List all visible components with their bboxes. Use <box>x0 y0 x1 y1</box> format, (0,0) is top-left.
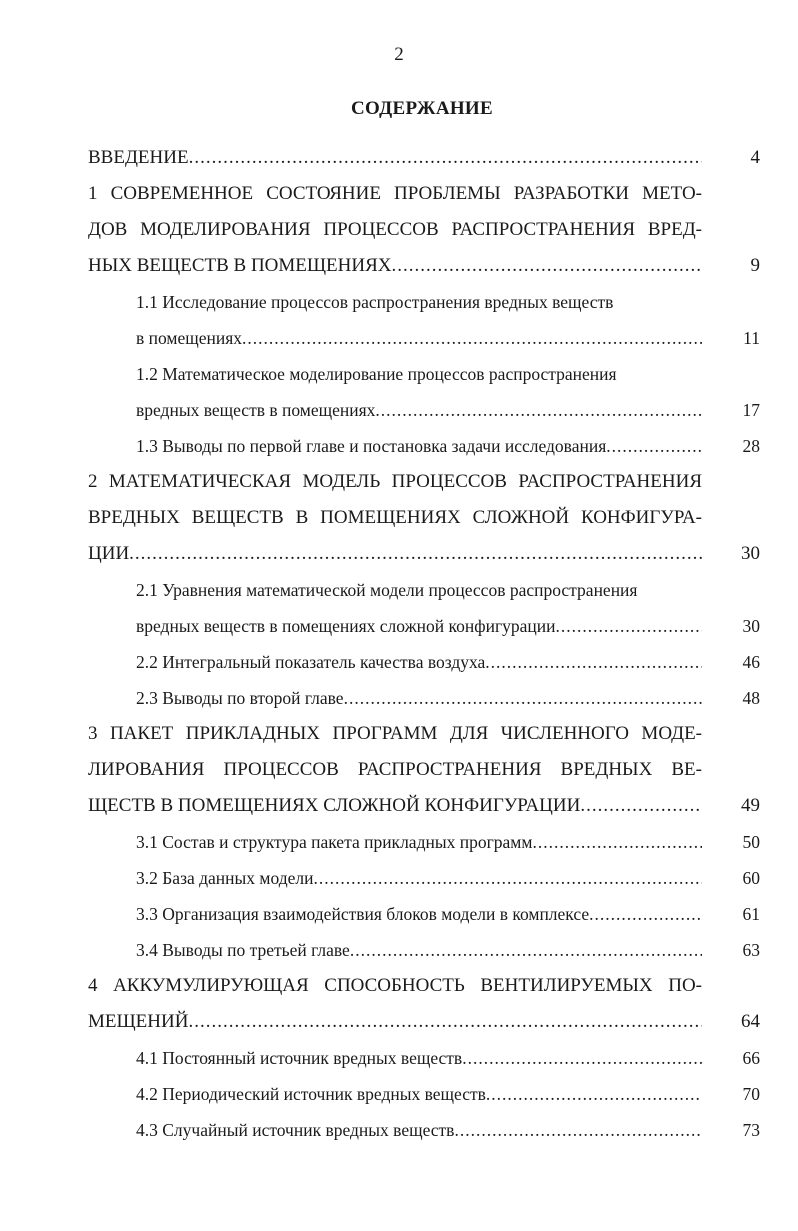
toc-section-entry[interactable] <box>88 644 760 680</box>
toc-section-entry[interactable] <box>88 428 760 464</box>
toc-entry-line: 1 СОВРЕМЕННОЕ СОСТОЯНИЕ ПРОБЛЕМЫ РАЗРАБОТКИ МЕТО- <box>88 183 702 204</box>
dot-leader <box>242 320 702 356</box>
toc-entry-last-line <box>136 428 760 464</box>
toc-entry-title: вредных веществ в помещениях <box>136 400 376 420</box>
toc-section-entry[interactable] <box>88 572 760 644</box>
toc-page-number: 9 <box>750 255 760 276</box>
toc-entry-last-line <box>136 392 760 428</box>
toc-entry-last-line <box>136 608 760 644</box>
dot-leader <box>462 1040 702 1076</box>
toc-entry-last-line <box>136 1076 760 1112</box>
toc-page-number: 17 <box>742 400 760 420</box>
dot-leader <box>189 140 702 176</box>
toc-page-number: 4 <box>750 147 760 168</box>
toc-section-entry[interactable] <box>88 932 760 968</box>
toc-section-entry[interactable] <box>88 896 760 932</box>
page-number: 2 <box>394 44 404 65</box>
toc-entry-line: 3 ПАКЕТ ПРИКЛАДНЫХ ПРОГРАММ ДЛЯ ЧИСЛЕННОГО МОДЕ- <box>88 723 702 744</box>
dot-leader <box>314 860 703 896</box>
toc-entry-last-line <box>136 680 760 716</box>
toc-section-entry[interactable] <box>88 860 760 896</box>
toc-chapter-entry[interactable] <box>88 968 760 1040</box>
toc-section-entry[interactable] <box>88 1076 760 1112</box>
toc-entry-title: вредных веществ в помещениях сложной конфигурации <box>136 616 556 636</box>
toc-page-number: 11 <box>743 328 760 348</box>
toc-section-entry[interactable] <box>88 680 760 716</box>
toc-chapter-entry[interactable] <box>88 140 760 176</box>
dot-leader <box>580 788 702 824</box>
toc-page-number: 30 <box>741 543 760 564</box>
toc-entry-title: 4.2 Периодический источник вредных веществ <box>136 1084 486 1104</box>
toc-page-number: 61 <box>742 904 760 924</box>
toc-entry-last-line <box>88 1004 760 1040</box>
toc-title: СОДЕРЖАНИЕ <box>351 98 493 119</box>
toc-entry-line: 1.2 Математическое моделирование процессов распространения <box>136 364 617 384</box>
toc-page-number: 70 <box>742 1084 760 1104</box>
toc-section-entry[interactable] <box>88 356 760 428</box>
toc-entry-title: 4.1 Постоянный источник вредных веществ <box>136 1048 463 1068</box>
toc-section-entry[interactable] <box>88 1112 760 1148</box>
toc-entry-line: 2.1 Уравнения математической модели процессов распространения <box>136 580 638 600</box>
toc-entry-title: 3.4 Выводы по третьей главе <box>136 940 350 960</box>
toc-entry-line: 4 АККУМУЛИРУЮЩАЯ СПОСОБНОСТЬ ВЕНТИЛИРУЕМЫХ ПО- <box>88 975 702 996</box>
toc-page-number: 66 <box>742 1048 760 1068</box>
toc-entry-title: 3.3 Организация взаимодействия блоков модели в комплексе <box>136 904 590 924</box>
toc-entry-title: НЫХ ВЕЩЕСТВ В ПОМЕЩЕНИЯХ <box>88 255 392 276</box>
toc-page-number: 30 <box>742 616 760 636</box>
toc-page-number: 60 <box>742 868 760 888</box>
toc-page-number: 73 <box>742 1120 760 1140</box>
toc-entry-last-line <box>136 860 760 896</box>
toc-section-entry[interactable] <box>88 824 760 860</box>
toc-entry-title: 1.3 Выводы по первой главе и постановка задачи исследования <box>136 436 607 456</box>
toc-entry-last-line <box>136 1040 760 1076</box>
toc-page-number: 63 <box>742 940 760 960</box>
dot-leader <box>350 932 702 968</box>
toc-entry-last-line <box>136 932 760 968</box>
toc-entry-last-line <box>88 248 760 284</box>
toc-entry-line: 1.1 Исследование процессов распространения вредных веществ <box>136 292 614 312</box>
toc-entry-title: МЕЩЕНИЙ <box>88 1011 189 1032</box>
toc-entry-last-line <box>136 644 760 680</box>
dot-leader <box>532 824 702 860</box>
toc-entry-title: 2.3 Выводы по второй главе <box>136 688 344 708</box>
toc-entry-last-line <box>88 788 760 824</box>
dot-leader <box>454 1112 702 1148</box>
dot-leader <box>129 536 702 572</box>
toc-page-number: 49 <box>741 795 760 816</box>
toc-entry-title: 2.2 Интегральный показатель качества воздуха <box>136 652 486 672</box>
toc-section-entry[interactable] <box>88 1040 760 1076</box>
toc-chapter-entry[interactable] <box>88 176 760 284</box>
toc-entry-last-line <box>88 140 760 176</box>
toc-entry-title: 4.3 Случайный источник вредных веществ <box>136 1120 455 1140</box>
toc-entry-line: 2 МАТЕМАТИЧЕСКАЯ МОДЕЛЬ ПРОЦЕССОВ РАСПРОСТРАНЕНИЯ <box>88 471 702 492</box>
table-of-contents <box>88 140 760 1148</box>
toc-chapter-entry[interactable] <box>88 464 760 572</box>
toc-entry-last-line <box>136 1112 760 1148</box>
dot-leader <box>188 1004 702 1040</box>
toc-entry-title: ВВЕДЕНИЕ <box>88 147 189 168</box>
dot-leader <box>485 644 702 680</box>
dot-leader <box>392 248 703 284</box>
toc-entry-line: ВРЕДНЫХ ВЕЩЕСТВ В ПОМЕЩЕНИЯХ СЛОЖНОЙ КОНФИГУРА- <box>88 507 702 528</box>
toc-entry-line: ДОВ МОДЕЛИРОВАНИЯ ПРОЦЕССОВ РАСПРОСТРАНЕНИЯ ВРЕД- <box>88 219 702 240</box>
toc-entry-last-line <box>88 536 760 572</box>
toc-page-number: 46 <box>742 652 760 672</box>
toc-page-number: 64 <box>741 1011 760 1032</box>
toc-entry-last-line <box>136 320 760 356</box>
toc-entry-title: в помещениях <box>136 328 243 348</box>
dot-leader <box>606 428 702 464</box>
toc-page-number: 48 <box>742 688 760 708</box>
toc-page-number: 50 <box>742 832 760 852</box>
toc-entry-title: ЦИИ <box>88 543 130 564</box>
toc-entry-last-line <box>136 824 760 860</box>
toc-page-number: 28 <box>742 436 760 456</box>
toc-entry-title: 3.1 Состав и структура пакета прикладных программ <box>136 832 533 852</box>
dot-leader <box>589 896 702 932</box>
toc-entry-line: ЛИРОВАНИЯ ПРОЦЕССОВ РАСПРОСТРАНЕНИЯ ВРЕДНЫХ ВЕ- <box>88 759 702 780</box>
dot-leader <box>556 608 702 644</box>
toc-entry-title: 3.2 База данных модели <box>136 868 314 888</box>
dot-leader <box>375 392 702 428</box>
dot-leader <box>486 1076 702 1112</box>
toc-chapter-entry[interactable] <box>88 716 760 824</box>
toc-entry-title: ЩЕСТВ В ПОМЕЩЕНИЯХ СЛОЖНОЙ КОНФИГУРАЦИИ <box>88 795 581 816</box>
toc-entry-last-line <box>136 896 760 932</box>
toc-section-entry[interactable] <box>88 284 760 356</box>
dot-leader <box>344 680 702 716</box>
